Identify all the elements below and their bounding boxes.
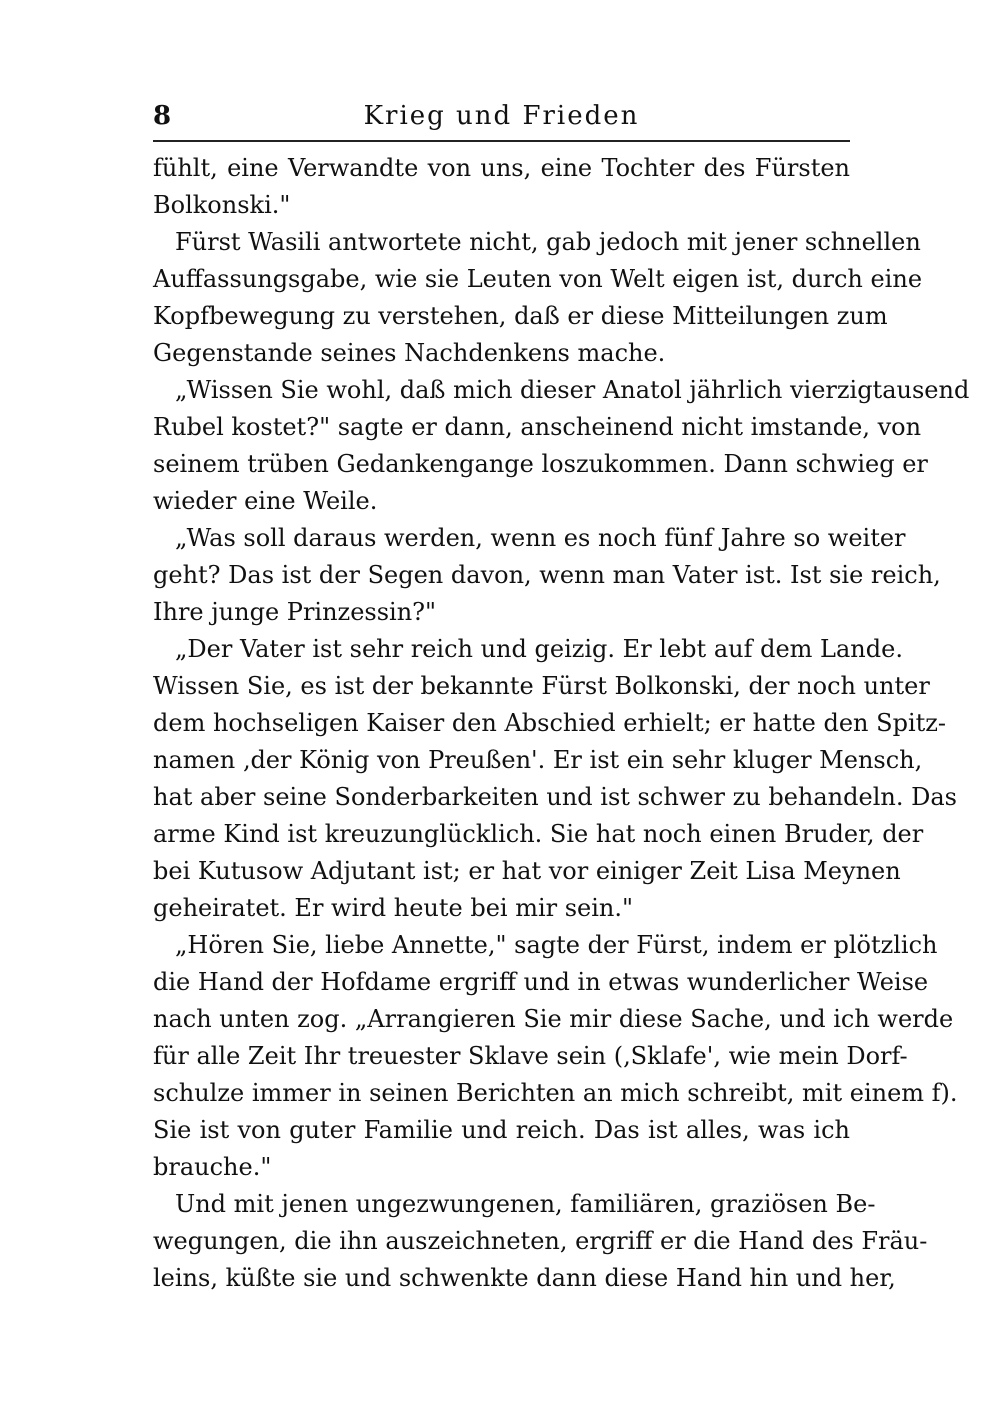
page-number: 8 [153, 101, 172, 131]
text-line: geheiratet. Er wird heute bei mir sein." [153, 894, 634, 922]
text-line: Ihre junge Prinzessin?" [153, 598, 437, 626]
text-line: Kopfbewegung zu verstehen, daß er diese Mitteilungen zum [153, 302, 888, 330]
text-line: Sie ist von guter Familie und reich. Das ist alles, was ich [153, 1116, 850, 1144]
text-line: leins, küßte sie und schwenkte dann diese Hand hin und her, [153, 1264, 896, 1292]
text-line: namen ‚der König von Preußen'. Er ist ein sehr kluger Mensch, [153, 746, 923, 774]
text-line: wieder eine Weile. [153, 487, 378, 515]
text-line: Bolkonski." [153, 191, 291, 219]
text-line: brauche." [153, 1153, 272, 1181]
body-text [153, 150, 970, 1297]
running-head [153, 96, 850, 136]
text-line: bei Kutusow Adjutant ist; er hat vor einiger Zeit Lisa Meynen [153, 857, 901, 885]
text-line: „Hören Sie, liebe Annette," sagte der Fürst, indem er plötzlich [175, 931, 938, 959]
text-line: „Was soll daraus werden, wenn es noch fünf Jahre so weiter [175, 524, 906, 552]
text-line: arme Kind ist kreuzunglücklich. Sie hat noch einen Bruder, der [153, 820, 924, 848]
text-line: Und mit jenen ungezwungenen, familiären, graziösen Be- [175, 1190, 876, 1218]
running-title: Krieg und Frieden [363, 101, 640, 131]
text-line: geht? Das ist der Segen davon, wenn man Vater ist. Ist sie reich, [153, 561, 941, 589]
header-rule [153, 140, 850, 142]
text-line: schulze immer in seinen Berichten an mich schreibt, mit einem f). [153, 1079, 958, 1107]
text-line: fühlt, eine Verwandte von uns, eine Tochter des Fürsten [153, 154, 850, 182]
text-line: hat aber seine Sonderbarkeiten und ist schwer zu behandeln. Das [153, 783, 957, 811]
text-line: Auffassungsgabe, wie sie Leuten von Welt eigen ist, durch eine [153, 265, 923, 293]
text-line: nach unten zog. „Arrangieren Sie mir diese Sache, und ich werde [153, 1005, 954, 1033]
text-line: Fürst Wasili antwortete nicht, gab jedoch mit jener schnellen [175, 228, 921, 256]
text-line: seinem trüben Gedankengange loszukommen. Dann schwieg er [153, 450, 928, 478]
text-line: Wissen Sie, es ist der bekannte Fürst Bolkonski, der noch unter [153, 672, 930, 700]
text-line: die Hand der Hofdame ergriff und in etwas wunderlicher Weise [153, 968, 929, 996]
text-line: Rubel kostet?" sagte er dann, anscheinend nicht imstande, von [153, 413, 922, 441]
text-line: „Wissen Sie wohl, daß mich dieser Anatol jährlich vierzigtausend [175, 376, 970, 404]
text-line: für alle Zeit Ihr treuester Sklave sein (‚Sklafe', wie mein Dorf- [153, 1042, 908, 1070]
text-line: „Der Vater ist sehr reich und geizig. Er lebt auf dem Lande. [175, 635, 903, 663]
text-line: dem hochseligen Kaiser den Abschied erhielt; er hatte den Spitz- [153, 709, 947, 737]
text-line: wegungen, die ihn auszeichneten, ergriff er die Hand des Fräu- [153, 1227, 928, 1255]
text-line: Gegenstande seines Nachdenkens mache. [153, 339, 666, 367]
